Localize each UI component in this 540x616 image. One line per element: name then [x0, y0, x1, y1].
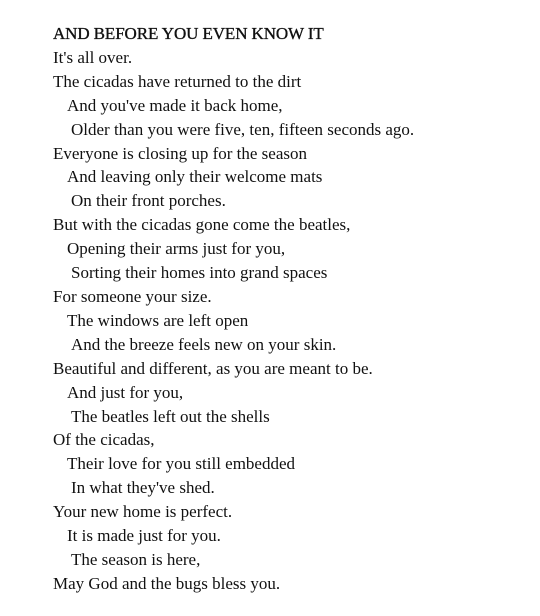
poem-line: And the breeze feels new on your skin.: [71, 334, 337, 354]
poem-line: And just for you,: [67, 382, 184, 402]
poem-line: And leaving only their welcome mats: [67, 167, 323, 187]
poem-line: And you've made it back home,: [67, 95, 283, 115]
poem-line: The cicadas have returned to the dirt: [53, 71, 302, 91]
poem-title: AND BEFORE YOU EVEN KNOW IT: [53, 24, 324, 43]
poem-line: Everyone is closing up for the season: [53, 143, 307, 163]
poem-line: The beatles left out the shells: [71, 406, 270, 426]
poem-line: Beautiful and different, as you are meant to be.: [53, 358, 373, 378]
poem-line: Their love for you still embedded: [67, 454, 296, 474]
poem-line: The season is here,: [71, 549, 201, 569]
poem-line: On their front porches.: [71, 191, 226, 211]
poem-line: Opening their arms just for you,: [67, 239, 286, 259]
poem-line: It's all over.: [53, 47, 133, 67]
poem-line: In what they've shed.: [71, 478, 215, 498]
poem-line: Your new home is perfect.: [53, 502, 233, 522]
poem-line: For someone your size.: [53, 286, 212, 306]
poem-line: May God and the bugs bless you.: [53, 573, 281, 593]
poem-line: The windows are left open: [67, 310, 249, 330]
poem-line: Older than you were five, ten, fifteen seconds ago.: [71, 119, 415, 139]
poem-line: It is made just for you.: [67, 526, 221, 546]
poem-page: [53, 22, 533, 596]
poem-line: But with the cicadas gone come the beatles,: [53, 215, 351, 235]
poem-line: Sorting their homes into grand spaces: [71, 263, 328, 283]
poem-line: Of the cicadas,: [53, 430, 155, 450]
